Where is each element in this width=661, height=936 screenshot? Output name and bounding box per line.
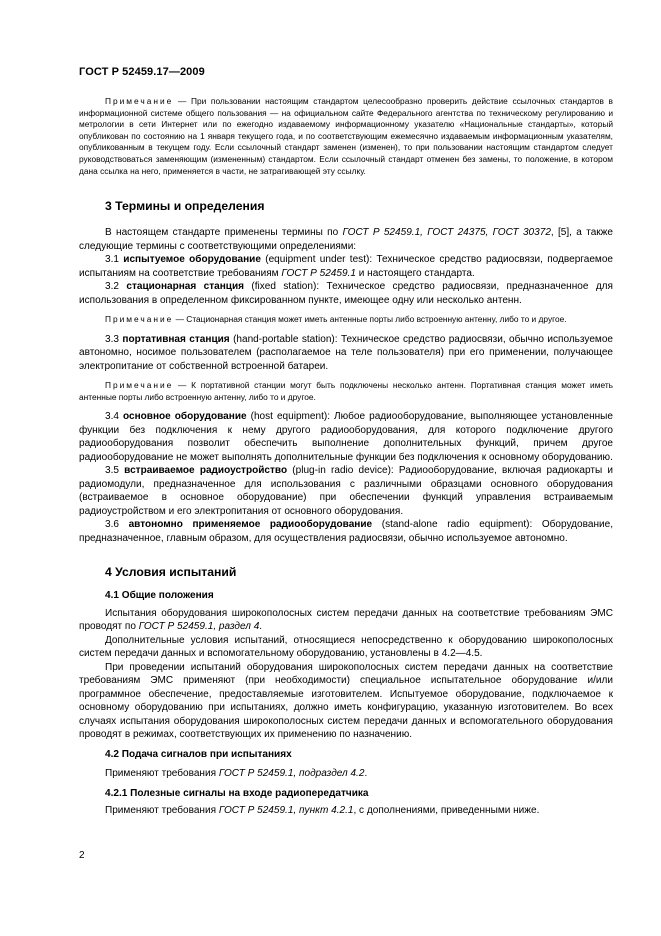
section-4-1-para-3: При проведении испытаний оборудования широкополосных систем передачи данных на соответствие требованиям ЭМС применяют (при необходимости) специальное испытательное оборудование и/или программное обеспечение, предоставляемые изготовителем. Испытуемое оборудование, подключаемое к основному оборудованию при испытаниях, должно иметь конфигурацию, указанную изготовителем. Во всех случаях испытания оборудования широкополосных систем передачи данных и вспомогательного оборудования проводят в режимах, соответствующих их применению по назначению.	[79, 661, 613, 741]
section-3-intro	[79, 226, 613, 253]
term-name: стационарная станция	[126, 281, 245, 293]
section-4-1-para-1	[79, 607, 613, 634]
term-number: 3.4	[105, 411, 119, 423]
note-intro	[79, 96, 613, 177]
term-number: 3.5	[105, 465, 119, 477]
term-3-6	[79, 518, 613, 545]
para-text: Применяют требования	[105, 768, 219, 780]
para-text: Применяют требования	[105, 805, 219, 817]
page-number: 2	[79, 850, 85, 861]
section-4-heading: 4 Условия испытаний	[105, 565, 237, 580]
term-3-5	[79, 464, 613, 518]
para-text-end: .	[364, 768, 368, 780]
term-name: испытуемое оборудование	[123, 254, 261, 266]
note-label: Примечание	[105, 314, 174, 325]
term-3-2	[79, 280, 613, 307]
para-text: Испытания оборудования широкополосных систем передачи данных на соответствие требованиям ЭМС проводят по	[79, 607, 613, 633]
term-definition: (plug-in radio device): Радиооборудование, включая радиокарты и радиомодули, предназначенное для использования с различными образцами основного оборудования (встраиваемое в основное оборудование) при обеспечении функций управления встраиваемым радиоустройством и его электропитания от основного оборудования.	[79, 465, 613, 517]
section-4-2-para	[79, 767, 613, 781]
term-number: 3.3	[105, 333, 119, 345]
term-3-4	[79, 410, 613, 464]
term-name: встраиваемое радиоустройство	[124, 465, 288, 477]
section-4-2-1-para	[79, 804, 613, 818]
term-number: 3.2	[105, 281, 119, 293]
term-3-3	[79, 333, 613, 374]
term-definition-end: и настоящего стандарта.	[355, 267, 475, 279]
term-name: портативная станция	[122, 333, 230, 345]
intro-pre: В настоящем стандарте применены термины по	[105, 227, 343, 239]
section-4-1-para-2: Дополнительные условия испытаний, относящиеся непосредственно к оборудованию широкополосных систем передачи данных и вспомогательному оборудованию, установлены в 4.2—4.5.	[79, 634, 613, 660]
document-header-id: ГОСТ Р 52459.17—2009	[79, 66, 205, 78]
para-text-end: , с дополнениями, приведенными ниже.	[353, 805, 540, 817]
page-content	[79, 96, 613, 818]
term-definition: (stand-alone radio equipment): Оборудование, предназначенное, главным образом, для осуществления радиосвязи, обычно используемое автономно.	[79, 519, 613, 544]
term-number: 3.1	[105, 254, 119, 266]
subsection-4-1-heading: 4.1 Общие положения	[105, 590, 214, 602]
para-text-end: .	[259, 621, 263, 633]
subsection-4-2-1-heading: 4.2.1 Полезные сигналы на входе радиопередатчика	[105, 787, 369, 799]
note-3-2	[79, 314, 613, 326]
term-definition: (host equipment): Любое радиооборудование, выполняющее установленные функции без подключения к нему другого радиооборудования, для которого подключение другого радиооборудования позволит обеспечить выполнение дополнительных функций, причем другое радиооборудование не может выполнять дополнительные функции без подключения к основному оборудованию.	[79, 411, 613, 463]
term-definition: (fixed station): Техническое средство радиосвязи, предназначенное для использования в определенном фиксированном пункте, имеющее одну или несколько антенн.	[79, 281, 613, 306]
para-ref: ГОСТ Р 52459.1, подраздел 4.2	[218, 768, 365, 780]
note-3-3	[79, 380, 613, 403]
note-text: — К портативной станции могут быть подключены несколько антенн. Портативная станция может иметь антенные порты либо встроенную антенну, либо то и другое.	[79, 380, 613, 402]
note-label: Примечание	[105, 96, 174, 106]
term-name: автономно применяемое радиооборудование	[128, 519, 373, 531]
term-name: основное оборудование	[123, 411, 247, 423]
para-ref: ГОСТ Р 52459.1, раздел 4	[138, 621, 260, 633]
note-label: Примечание	[105, 380, 174, 391]
intro-post: , [5], а также следующие термины с соответствующими определениями:	[79, 227, 613, 252]
term-ref: ГОСТ Р 52459.1	[281, 267, 356, 279]
term-definition: (equipment under test): Техническое средство радиосвязи, подвергаемое испытаниям на соответствие требованиям	[79, 254, 614, 279]
subsection-4-2-heading: 4.2 Подача сигналов при испытаниях	[105, 748, 292, 760]
section-3-heading: 3 Термины и определения	[105, 199, 265, 214]
note-text: — Стационарная станция может иметь антенные порты либо встроенную антенну, либо то и другое.	[175, 314, 567, 325]
para-ref: ГОСТ Р 52459.1, пункт 4.2.1	[218, 805, 354, 817]
intro-refs: ГОСТ Р 52459.1, ГОСТ 24375, ГОСТ 30372	[342, 227, 551, 239]
term-definition: (hand-portable station): Техническое средство радиосвязи, обычно используемое автономно, носимое пользователем (располагаемое на теле пользователя) при его применении, получающее электропитание от собственной встроенной батареи.	[79, 333, 613, 372]
term-number: 3.6	[105, 519, 119, 531]
note-text: — При пользовании настоящим стандартом целесообразно проверить действие ссылочных стандартов в информационной системе общего пользования — на официальном сайте Федерального агентства по техническому регулированию и метрологии в сети Интернет или по ежегодно издаваемому информационному указателю «Национальные стандарты», который опубликован по состоянию на 1 января текущего года, и по соответствующим ежемесячно издаваемым информационным указателям, опубликованным в текущем году. Если ссылочный стандарт заменен (изменен), то при пользовании настоящим стандартом следует руководствоваться заменяющим (измененным) стандартом. Если ссылочный стандарт отменен без замены, то положение, в котором дана ссылка на него, применяется в части, не затрагивающей эту ссылку.	[79, 96, 613, 176]
term-3-1	[79, 253, 613, 280]
